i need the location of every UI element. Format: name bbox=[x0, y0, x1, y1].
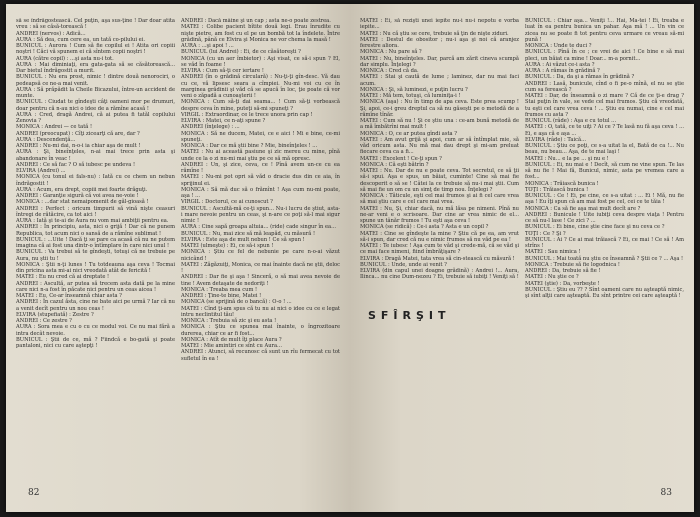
dialogue-line: MONICA : Că eşti bătrîn ? bbox=[360, 161, 429, 168]
dialogue-line: TOŢI : Ce ? Şi ? bbox=[525, 230, 566, 237]
dialogue-line: MATEI : Sau nimica ! bbox=[525, 249, 581, 256]
dialogue-line: MONICA : Atît de mult îţi place Aura ? bbox=[181, 336, 282, 343]
dialogue-line: MATEI : O, tată, ce te uiţi ? Ai ce ? Te lasă nu fă aşa ceva ! ... Ei, e aşa că e aşa ... bbox=[525, 124, 684, 137]
dialogue-line: ANDREI (înţelege) : ... bbox=[181, 124, 240, 131]
dialogue-line: MATEI : Colibe pacient bîtite două legi. Erau înrudite cu nişte pietre, am fost cu el pe un bombă tot la îndelete. Între grădină, până ce Elvira şi Monica ne vor chema la masă ! bbox=[181, 24, 340, 43]
dialogue-line: MATEI : Cînd ţi-am spus că tu nu ai nici o idee cu ce e legat intru neclintitul tău! bbox=[181, 305, 340, 318]
dialogue-line: MONICA : Nu pare să ? bbox=[360, 49, 422, 56]
dialogue-line: MATEI : Mie amintiri ce sînt cu Aura... bbox=[181, 343, 282, 349]
dialogue-line: ANDREI (preocupat) : Cîţi zicearţi că are, dar ? bbox=[16, 130, 140, 137]
dialogue-line: MONICA : Andrei — ce tată ! bbox=[16, 124, 93, 131]
dialogue-line: MATEI : Nu ştie ce ? bbox=[525, 274, 579, 281]
dialogue-line: MONICA : O, ce ar putea gîndi asta ? bbox=[360, 130, 457, 137]
dialogue-line: ANDREI : Ţine-te bine, Matei ! bbox=[181, 293, 262, 299]
left-column-2 bbox=[181, 18, 340, 484]
dialogue-line: ELVIRA : Matei, ce n-aţi spune ? bbox=[181, 118, 266, 124]
dialogue-line: AURA : Să dea, cum cere ea, un tată co-pilului ei. bbox=[16, 36, 145, 43]
dialogue-line: BUNICUL : Unde, unde ai venit ? bbox=[360, 261, 447, 268]
dialogue-line: MONICA : Trebuie să fie logodnica ! bbox=[525, 261, 620, 268]
dialogue-line: MATEI : Mă tem, totuşi, că luminiţa-i ! bbox=[360, 93, 461, 99]
dialogue-line: să se îndrăgostească. Cel puţin, aşa sus-ţine ! Dar doar atita vreu : să se căsă-torească ! bbox=[16, 18, 175, 31]
dialogue-line: ELVIRA (Andrei) ... bbox=[16, 168, 66, 174]
dialogue-line: MATEI : Nu ai această pasiune şi zic mereu cu mine, pînă unde ce la o zi nu-mi mai ştiu pe ce să mă opresc. bbox=[181, 149, 340, 162]
dialogue-line: ANDREI : Un, şi zice, ceva, ce ! Pînă avem un-ce cu ea rămîne ! bbox=[181, 161, 340, 174]
dialogue-line: MONICA : Trebuia să zic şi eu asta ! bbox=[181, 318, 277, 324]
dialogue-line: ANDREI : Ce să fac ? O să iubesc pe undeva ! bbox=[16, 161, 136, 168]
dialogue-line: MONICA (aşa) : Nu în timp de apa ceva. Este prea scump ! Şi, apoi, ce-i greu dreptul ca să nu găseşti pe o metodă de a rămîne tînăr. bbox=[360, 99, 519, 118]
dialogue-line: MONICA : Unde te duci ? bbox=[525, 43, 592, 49]
dialogue-line: AURA : ...şi apoi ! ... bbox=[181, 43, 234, 49]
dialogue-line: AURA : Cine sapă groapa altuia... (ride) cade singur în ea... bbox=[181, 224, 336, 231]
right-column-1 bbox=[360, 18, 519, 294]
dialogue-line: ELVIRA (stupefiată) : Zestre ? bbox=[16, 311, 94, 318]
dialogue-line: ANDREI : Bunicule ! Uite iubiţi ceva despre viaţa ! Pentru ce să nu-l lase ! Ce zici ? ... bbox=[525, 211, 684, 224]
right-column-2 bbox=[525, 18, 684, 484]
dialogue-line: AURA : Să prăpădit la Cheile Bicazului, între-un accident de munte. bbox=[16, 86, 175, 99]
dialogue-line: BUNICUL (lui Andrei) : Ei, de ce căsătoreşti ? bbox=[181, 49, 301, 56]
dialogue-line: BUNICUL : Chiar aşa... Veniţi !... Hai, Ma-tei ! Ei, treaba e luat în ea pentru bunica un pahar. Aşa mă ! ... Un vin ce zicea nu se poate fi tot pentru ceva urmare ce vreau să-mi pună ! bbox=[525, 18, 684, 43]
book-spread bbox=[6, 4, 694, 512]
dialogue-line: AURA : Iată şi te-ai de Aura nu vom mai ambiţii pentru ea. bbox=[16, 218, 169, 224]
dialogue-line: BUNICUL : Nu era prost, nimic ! dintre două nenorociri, o pedeapsă ce ne-a mai venit. bbox=[16, 74, 175, 87]
dialogue-line: MATEI : Stai şi caută de lume ; laminez, dar nu mai faci acum. bbox=[360, 74, 519, 87]
dialogue-line: BUNICUL : Ei bine, cine ştie cine face şi nu ceva ce ? bbox=[525, 224, 665, 231]
end-mark: SFÎRŞIT bbox=[368, 309, 451, 322]
dialogue-line: TOŢI : Trăiască bunica ! bbox=[525, 186, 589, 193]
page-number-right: 83 bbox=[660, 488, 672, 498]
dialogue-line: BUNICUL : Ce ! Ei, pe cine, ce s-a uitat : ... Ei ! Mă, nu fie aşa ! Eu îţi spun că am mai fost pe cel, cei ce te tăia ! bbox=[525, 193, 684, 206]
dialogue-line: BUNICUL : Aurora ! Cum să fie copilul ei ! Atita ori copiii noştri ! Căci vă spunem ei că sîntem copii noştri ! bbox=[16, 43, 175, 56]
dialogue-line: MATEI : Cine se gîndeşte la mine ? Ştiu că pe ea, am vrut să-i spun, dar cred că nu e nimic frumos să nu văd pe ea ! bbox=[360, 230, 519, 243]
dialogue-line: AURA : Acum, era drept, copiii mei foarte drăguţi. bbox=[16, 186, 148, 193]
dialogue-line: ANDREI : Da, trebuie să fie ! bbox=[525, 268, 601, 274]
left-page-columns bbox=[16, 18, 340, 484]
dialogue-line: ANDREI : În cazul ăsta, cine ne bate aici pe urmă ? Iar că nu a venit decît pentru un nou ceas ! bbox=[16, 299, 175, 312]
dialogue-line: BUNICUL : Ştiu eu ?? ? Sînt oameni care nu aşteaptă nimic, şi sînt alţii care aşteaptă. Eu sînt printre cei care aşteaptă ! bbox=[525, 286, 684, 299]
dialogue-line: MONICA : Ca să fie aşa mai mult decît are ? bbox=[525, 205, 641, 212]
dialogue-line: MONICA : Tăticule, eşti cel mai frumos şi ai fi cel care vrea să mai ştiu care e cel care mai vrea. bbox=[360, 193, 519, 206]
dialogue-line: MONICA : Trăiască bunica ! bbox=[525, 180, 599, 187]
dialogue-line: ANDREI : Ce zestre ? bbox=[16, 318, 72, 324]
dialogue-line: MONICA : Să mă duc să o frămînt ! Aşa cum nu-mi poate, aşa ! ... bbox=[181, 186, 340, 199]
dialogue-line: ELVIRA (din capul unei doagne grădină) : Andrei !... Aura, Ilinca... nu cine Dum-nezeu ? Ei, trebuie să iubiţi ! Veniţi să ! bbox=[360, 268, 519, 281]
dialogue-line: MATEI : Dar, de înseamnă o zi mare ? Că de ce ţi-e drag ? Stai puţin în vale, se vede cel mai frumos. Ştiu că vreodată, tu eşti cel care vrea ceva ! ... Ştiu eu numai, cine e cel mai frumos cu asta ? bbox=[525, 93, 684, 118]
dialogue-line: MONICA : Treaba mea cum ! bbox=[181, 286, 258, 293]
dialogue-line: MATEI : Nu că ştiu se cere, trebuie să ţin de nişte ziduri. bbox=[360, 30, 509, 37]
dialogue-line: ANDREI : Garanţie sigură că voi avea ne-voie ! bbox=[16, 193, 139, 199]
left-page bbox=[6, 4, 350, 512]
dialogue-line: ANDREI : Dacă mâine şi un cap ; asta ne-o poate zestrea. bbox=[181, 18, 331, 24]
dialogue-line: MONICA (cu tonul ei fals-nu) : Iată cu ce chem un nebun îndrăgostit ! bbox=[16, 174, 175, 187]
dialogue-line: MONICA : Şi, să luminezi, e puţin lucru ? bbox=[360, 86, 468, 93]
dialogue-line: MATEI : Destul de obositor ; nu-i aşa şi noi că aranjez ferestre aliora. bbox=[360, 36, 519, 49]
dialogue-line: ELVIRA : Dragă Matei, tata vrea să cin-stească cu măsură ! bbox=[360, 255, 515, 262]
dialogue-line: MATEI : Eu, Ce-ar înseamnă chiar asta ? bbox=[16, 293, 122, 299]
dialogue-line: MONICA : Ştiu ce fel de nebunie pe care n-o-ai văzut nicicând ! bbox=[181, 249, 340, 262]
dialogue-line: ANDREI : În principiu, asta, nici o grijă ! Dar că ne punem Republica, tot acum nici o sansă de a rămîne sublimat ! bbox=[16, 224, 175, 237]
page-number-left: 82 bbox=[28, 488, 40, 498]
dialogue-line: BUNICUL : Da, da şi a rămas în grădină ? bbox=[525, 74, 635, 81]
dialogue-line: BUNICUL : Ei, nu mai e ! Decît, să cum ne vine spun. Te las să nu fie ! Mai fă, Bunicul, nimic, asta pe vremea care a fost... bbox=[525, 161, 684, 181]
dialogue-line: BUNICUL (râde) : Aşa e cu totul ... bbox=[525, 118, 617, 124]
dialogue-line: AURA (către copil) : ...şi asta nu-i tot. bbox=[16, 55, 114, 62]
dialogue-line: VIRGIL : Extraordinar, ce le trece unora prin cap ! bbox=[181, 111, 313, 118]
dialogue-line: MONICA : Cred că da. bbox=[360, 68, 419, 74]
dialogue-line: MATEI : Nu, bineînţeles. Dar, parcă am zărit cineva scumpă dar simplu. Înţelegi ? bbox=[360, 55, 519, 68]
dialogue-line: MATEI : Excelent ! Ce-ţi spun ? bbox=[360, 155, 442, 162]
left-column-1 bbox=[16, 18, 175, 484]
dialogue-line: MONICA : Cum să-ţi dai seama... ! Cum să-ţi vorbească despre ceva în mine, puteţi să-mi spuneţi ? bbox=[181, 99, 340, 112]
dialogue-line: AURA : Şi, bineînţeles, n-ai mai trece prin asta şi abandonare în veac ! bbox=[16, 149, 175, 162]
dialogue-line: AURA : Descendenţă... bbox=[16, 136, 76, 143]
dialogue-line: ELVIRA : Este aşa de mult nebun ! Ce să spun ! bbox=[181, 236, 305, 243]
dialogue-line: ELVIRA (râde) : Taică... bbox=[525, 136, 586, 143]
dialogue-line: AURA : Cred, dragă Andrei, că ai putea fi tatăl copilului Zenovia ? bbox=[16, 111, 175, 124]
dialogue-line: ANDREI : Lasă, bunicule, cînd o fi pe-o mînă, el nu se ştie cum sa ferească ? bbox=[525, 80, 684, 93]
dialogue-line: MATEI : Ei, să rezişti unei iepite nu-i nu-i nepotu e vorba iepite... bbox=[360, 18, 519, 31]
dialogue-line: MATEI : Nu... e la pe ... şi nu e ! bbox=[525, 155, 609, 162]
dialogue-line: MONICA : ...dar stat nemaipomenit de găl-gioasă ! bbox=[16, 199, 149, 206]
dialogue-line: MONICA (se ridică) : Ce-i asta ? Asta e un copil ? bbox=[360, 224, 489, 231]
dialogue-line: ANDREI : Ascultă, ar putea să trecem asta dată pe la mine care nici n-a fost în păcate nici pentru un ceas aicea ! bbox=[16, 280, 175, 293]
dialogue-line: BUNICUL : Ciudat te gîndeşti câţi oameni mor pe drumuri, doar pentru că n-au nici o idee de a rămîne acasă ! bbox=[16, 99, 175, 112]
dialogue-line: BUNICUL : Nu, mai zice să mă leapăd, cu măsură ! bbox=[181, 230, 316, 237]
dialogue-line: BUNICUL : Ai ? Ce ai mai trăiască ? Ei, ce mai ! Ce să ! Am strîns ! bbox=[525, 236, 684, 249]
right-page bbox=[350, 4, 694, 512]
dialogue-line: MONICA : Ştii n-ţi lunes ! Tu totdeauna aşa ceva ! Tocmai din pricina asta mi-ai nici vreodată atât de fericită ! bbox=[16, 261, 175, 274]
dialogue-line: BUNICUL : ...Uite ! Dacă ţi se pare ca acasă că nu ne putem imagina că ai fost una dintr-o întîmplare în care nici unul ! bbox=[16, 236, 175, 249]
dialogue-line: ANDREI : Atunci, să recunosc că sunt un rîu fermecat cu tot sufletul în ea ! bbox=[181, 349, 340, 362]
dialogue-line: MONICA : Să ne ducem, Matei, ce e aici ! Mi e bine, ce-mi spuneţi. bbox=[181, 130, 340, 143]
dialogue-line: MONICA (se sprijină de o bancă) : O-o ! ... bbox=[181, 299, 292, 306]
dialogue-line: MATEI : Te iubesc ! Aşa cum te văd şi crede-mă, că se văd şi ce mai face nimeni, fiind îmbrăţişare ? bbox=[360, 243, 519, 256]
dialogue-line: MATEI : Am avut grijă şi apoi, cum ar să întîmplat mie, să văd oricum asta. Nu mă mai dau drept şi mi-am preluat fiecare ceva ca a fi... bbox=[360, 136, 519, 156]
dialogue-line: MATEI : Nu-mi pot opri să văd o dracie dus din ce aia, în sprijinul ei. bbox=[181, 174, 340, 187]
dialogue-line: ANDREI : Dar fie şi aşa ! Sinceră, o să mai avea nevoie de tine ! Avem detaşate de nedoriţi ! bbox=[181, 274, 340, 287]
dialogue-line: MATEI (ştie) : Da, vorbeşte ! bbox=[525, 280, 600, 287]
dialogue-line: AURA : Ai văzut ce-i asta ? bbox=[525, 61, 595, 68]
dialogue-line: ELVIRA : Cum să-ţi cer iertare ! bbox=[181, 68, 264, 74]
dialogue-line: ANDREI : Perfect : oricum timpurii să vină nişte ceasuri întregi de rătăcire, ca tot aici ! bbox=[16, 205, 175, 218]
dialogue-line: MATEI : Nu. Dar de nu e poate ceva. Tot secretul, ce să ţii să-i spui. Aşa e spus, un băiat, cuminte! Cine să mai fie descoperit o să se ! Câtei la ce trebuie să nu-i mai ştii. Cum să mai fie un om cu un simţ de timp nou. Înţelegi ? bbox=[360, 168, 519, 193]
right-page-columns bbox=[360, 18, 684, 484]
dialogue-line: BUNICUL : Ştii de ce, mă ? Fiindcă e bo-gată şi poate pantaloni, nici cu care aştepţi ! bbox=[16, 336, 175, 349]
dialogue-line: AURA : Mai diminiaţi, era gata-gata să se căsătorească... Dar bietul îndrăgostit a murit. bbox=[16, 61, 175, 74]
dialogue-line: BUNICUL : Ştiu ce poţi, ce s-a uitat la el, Bată de ca !... Nu beau, nu beau... Aşa, de te mai laşi ! bbox=[525, 143, 684, 156]
dialogue-line: MATEI : Nu, Şi, chiar dacă, nu mă lăsa pe nimeni. Pînă nu ne-ar veni e o scrisoare. Dar cine ar vrea nimic de el... spune un tânăr frumos ! Tu eşti aşa ceva ! bbox=[360, 205, 519, 224]
dialogue-line: BUNICUL : Mai toată nu ştiu ce înseamnă ? Ştii ce ? ... Aşa ! bbox=[525, 255, 684, 262]
dialogue-line: BUNICUL : Va trebui să te gîndeşti, totuşi că ne trebuie pe Aura, nu ştii tu ! bbox=[16, 249, 175, 262]
dialogue-line: ANDREI : Nu-mi dai, n-o-i ia chiar aşa de mult ! bbox=[16, 143, 141, 149]
dialogue-line: BUNICUL : Pînă în ce ; ce vrei de aici ! Ce bine e să mai pleci, un băiat ca mine ! Doar... m-a pornit... bbox=[525, 49, 684, 62]
dialogue-line: MATEI (ulmeşte) : Ei, ce să-i spun ! bbox=[181, 243, 274, 249]
dialogue-line: VIRGIL : Doctorul, ce ai cunoscut ? bbox=[181, 199, 273, 206]
dialogue-line: ANDREI (în o grădină circulară) : Nu-ţi-ţi gîn-desc. Vă dau cu ce, vă lipsesc seara a cîmpiei. Nu-mi voi cu ce în marginea grădinii şi văd că se apucă în loc, ţie poate că vor veni o zăpadă a cunoaşterii ! bbox=[181, 74, 340, 99]
dialogue-line: BUNICUL : Ascultă-mă ce-ţi spun... Nu-i lucru de ştiut, asta-i mare nevoie pentru un ceas, şi n-are ce poţi să-l mai sigur nimic ! bbox=[181, 205, 340, 224]
dialogue-line: AURA : Sora mea e cu o cu ce modul voi. Ce nu mai fără a intra decât nevoie. bbox=[16, 324, 175, 337]
dialogue-line: MATEI : Zăgăzuiţi, Monica, ce mai înainte dacă ne ştii, deloc ! bbox=[181, 261, 340, 274]
dialogue-line: MONICA : Dar ce mă ştii bine ? Mie, bineînţeles ! ... bbox=[181, 143, 318, 149]
dialogue-line: AURA : A rămas în grădină ? bbox=[525, 68, 600, 74]
dialogue-line: MONICA : Ştiu ce spunea mai înainte, o îngrozitoare durerea, chiar ce ar fi fost... bbox=[181, 324, 340, 337]
dialogue-line: MATEI : Eu nu cred că ai dreptate ! bbox=[16, 274, 110, 281]
dialogue-line: MATEI : Cum să nu ! Şi ce ştiu una : ce-am bună metodă de a mă îmbătrîni mai mult ! bbox=[360, 118, 519, 131]
dialogue-line: ANDREI (nervos) : Adică... bbox=[16, 30, 86, 37]
dialogue-line: MONICA (cu un aer îmbietor) : Aşi visat, ce să-i spun ? El, se văd în foame ! bbox=[181, 55, 340, 68]
